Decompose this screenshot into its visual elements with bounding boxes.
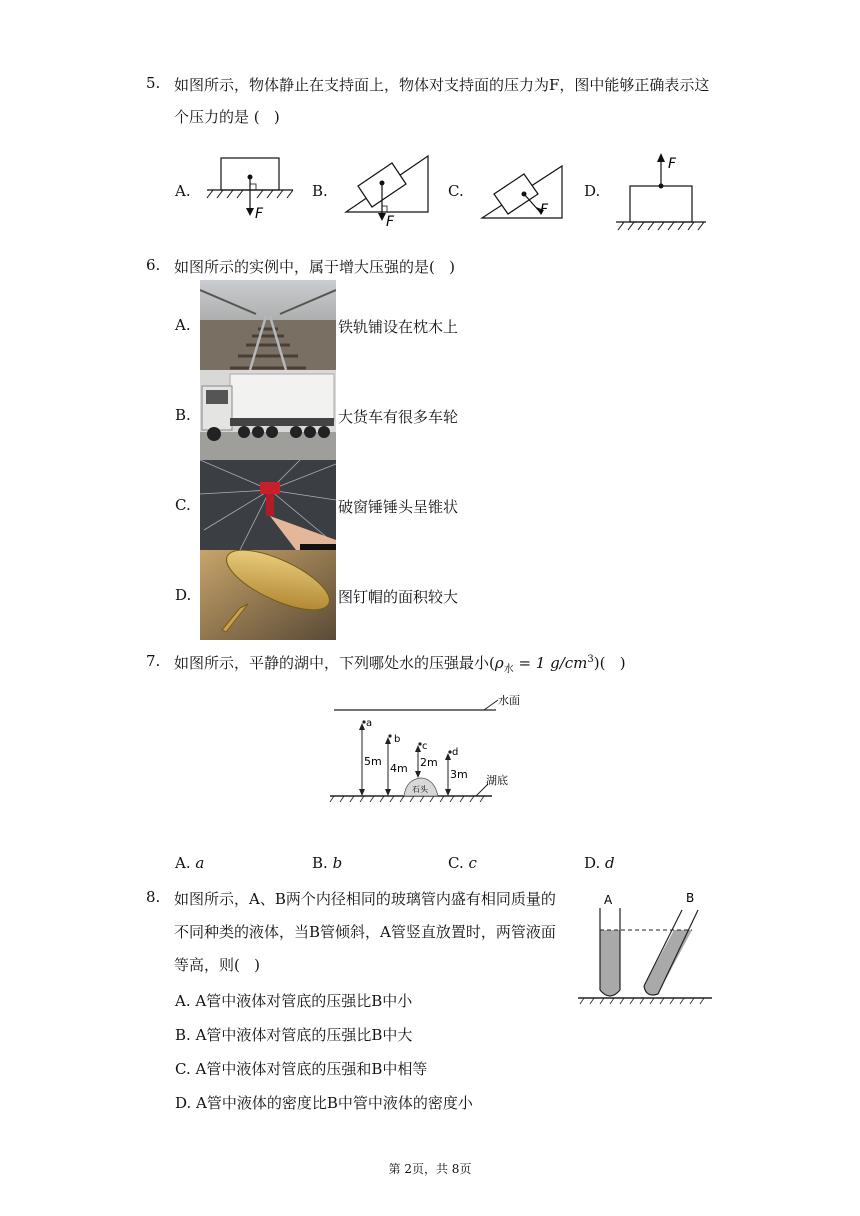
q8-tube-b-label: B [686, 891, 695, 905]
q5-figure-c [478, 156, 573, 228]
q8-option-d-text: A管中液体的密度比B中管中液体的密度小 [196, 1094, 473, 1112]
q8-option-a [175, 990, 412, 1011]
q8-option-b-text: A管中液体对管底的压强比B中大 [195, 1026, 413, 1044]
q7-bottom-label: 湖底 [486, 774, 508, 787]
q7-stem-pre: 如图所示，平静的湖中，下列哪处水的压强最小( [174, 654, 495, 672]
q8-number: 8. [146, 888, 161, 906]
q5-d-force-label: F [668, 156, 677, 172]
q6-c-text: 破窗锤锤头呈锥状 [338, 498, 459, 516]
q6-a-railway-photo [200, 280, 336, 370]
q7-eq: = 1 g/cm [513, 654, 588, 672]
q8-stem-line1: 如图所示，A、B两个内径相同的玻璃管内盛有相同质量的 [174, 890, 556, 908]
q7-sup: 3 [587, 654, 594, 665]
q7-option-c-letter: C. [448, 854, 464, 872]
q7-lake-figure [326, 688, 536, 812]
q7-stem [174, 652, 626, 675]
q6-option-c-letter: C. [175, 496, 191, 514]
q7-option-b-text: b [332, 854, 343, 872]
q6-option-d-letter: D. [175, 586, 192, 604]
q7-rho: ρ [494, 654, 504, 672]
q6-c-hammer-photo [200, 460, 336, 550]
q7-depth-c: 2m [420, 756, 438, 769]
q7-depth-d: 3m [450, 768, 468, 781]
q8-option-c-letter: C. [175, 1060, 191, 1078]
q5-stem-line2: 个压力的是 ( ) [174, 108, 280, 126]
q5-option-a-letter: A. [175, 182, 191, 200]
q7-point-b: b [394, 734, 401, 745]
q7-rho-sub: 水 [503, 664, 514, 675]
q6-d-thumbtack-photo [200, 550, 336, 640]
q5-stem-line1: 如图所示，物体静止在支持面上，物体对支持面的压力为F，图中能够正确表示这 [174, 76, 710, 94]
q7-option-d [584, 854, 615, 872]
q8-option-a-letter: A. [175, 992, 191, 1010]
q7-option-b [312, 854, 342, 872]
q7-option-a-text: a [195, 854, 205, 872]
q8-stem-line2: 不同种类的液体，当B管倾斜，A管竖直放置时，两管液面 [174, 923, 556, 941]
q6-b-truck-photo [200, 370, 336, 460]
q7-surface-label: 水面 [498, 694, 520, 707]
q7-option-c-text: c [468, 854, 477, 872]
q5-option-d-letter: D. [584, 182, 601, 200]
q8-option-c-text: A管中液体对管底的压强和B中相等 [195, 1060, 428, 1078]
q6-number: 6. [146, 256, 161, 274]
q7-depth-b: 4m [390, 762, 408, 775]
q7-stone-label: 石头 [412, 785, 428, 794]
q8-tubes-figure [574, 886, 718, 1010]
q5-c-force-label: F [540, 202, 549, 218]
q7-option-d-text: d [605, 854, 615, 872]
q7-point-a: a [366, 718, 373, 729]
q7-option-a-letter: A. [175, 854, 191, 872]
q8-option-c [175, 1058, 427, 1079]
q7-option-b-letter: B. [312, 854, 328, 872]
q8-option-a-text: A管中液体对管底的压强比B中小 [195, 992, 413, 1010]
q5-number: 5. [146, 74, 161, 92]
q8-option-b [175, 1024, 412, 1045]
q8-stem-line3: 等高，则( ) [174, 956, 261, 974]
q7-depth-a: 5m [364, 755, 382, 768]
q7-option-c [448, 854, 477, 872]
q5-figure-d [612, 148, 712, 233]
q5-option-b-letter: B. [312, 182, 328, 200]
q7-option-a [175, 854, 204, 872]
q8-option-d-letter: D. [175, 1094, 192, 1112]
q6-stem: 如图所示的实例中，属于增大压强的是( ) [174, 258, 456, 276]
q8-option-b-letter: B. [175, 1026, 191, 1044]
q6-option-b-letter: B. [175, 406, 191, 424]
q8-option-d [175, 1092, 473, 1113]
q7-point-c: c [422, 741, 428, 752]
q7-stem-post: )( ) [593, 654, 626, 672]
q6-b-text: 大货车有很多车轮 [338, 408, 459, 426]
q5-b-force-label: F [386, 214, 395, 230]
q5-figure-b [340, 150, 435, 230]
q6-a-text: 铁轨铺设在枕木上 [338, 318, 459, 336]
q5-figure-a [205, 150, 295, 225]
q7-point-d: d [452, 747, 459, 758]
q6-option-a-letter: A. [175, 316, 191, 334]
q7-number: 7. [146, 652, 161, 670]
q5-a-force-label: F [255, 206, 264, 222]
q6-d-text: 图钉帽的面积较大 [338, 588, 459, 606]
q5-option-c-letter: C. [448, 182, 464, 200]
q8-tube-a-label: A [604, 893, 613, 907]
page-footer: 第 2页，共 8页 [388, 1162, 472, 1176]
q7-option-d-letter: D. [584, 854, 601, 872]
